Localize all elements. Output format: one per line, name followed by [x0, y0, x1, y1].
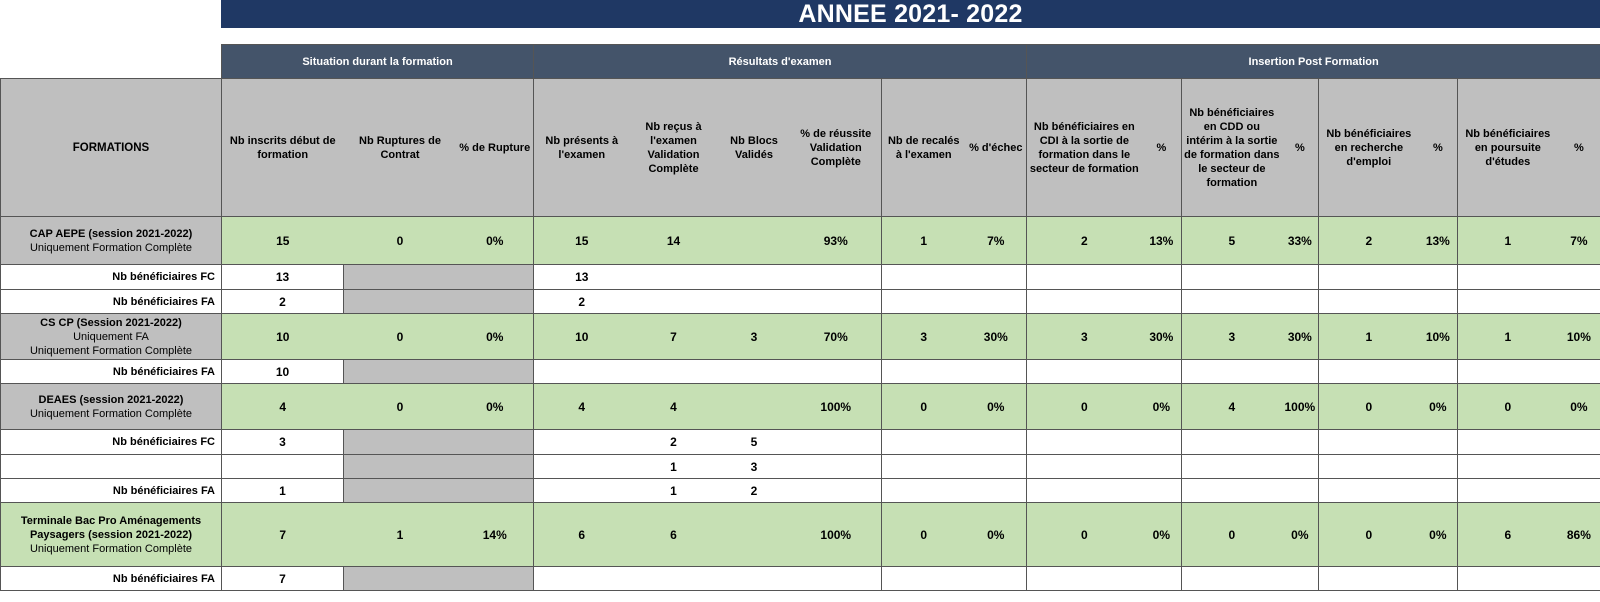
- cell-empty: [1182, 479, 1282, 503]
- cell-empty: [791, 479, 882, 503]
- cell-cdd: 4: [1182, 384, 1282, 430]
- cell-cdd: 0: [1182, 503, 1282, 567]
- cell-blocs: 5: [718, 430, 791, 455]
- cell-empty: [966, 430, 1027, 455]
- formation-name: [1, 384, 222, 430]
- table-row: [1, 265, 1600, 290]
- formation-subtitle: Uniquement Formation Complète: [29, 344, 193, 357]
- table-row: [1, 455, 1600, 479]
- cell-empty: [882, 430, 966, 455]
- cell-empty: [1319, 455, 1419, 479]
- cell-empty: [1558, 479, 1600, 503]
- cell-presents: 15: [534, 217, 630, 265]
- cell-empty: [222, 455, 344, 479]
- cell-etudes: 0: [1458, 384, 1558, 430]
- cell-pct-cdd: 30%: [1282, 314, 1319, 360]
- cell-empty: [1458, 479, 1558, 503]
- cell-empty: [534, 430, 630, 455]
- cell-pct-cdi: 30%: [1142, 314, 1182, 360]
- header-nb-inscrits: Nb inscrits début de formation: [222, 79, 344, 217]
- cell-empty: [1142, 567, 1182, 591]
- cell-empty: [1027, 290, 1142, 314]
- cell-empty: [1142, 290, 1182, 314]
- cell-empty: [1458, 430, 1558, 455]
- cell-empty: [1182, 567, 1282, 591]
- cell-empty: [882, 290, 966, 314]
- cell-blocs: 3: [718, 314, 791, 360]
- gray-fill: [344, 455, 534, 479]
- cell-pct-rupture: 0%: [457, 217, 534, 265]
- cell-empty: [1458, 455, 1558, 479]
- cell-etudes: 1: [1458, 217, 1558, 265]
- cell-empty: [1182, 265, 1282, 290]
- row-label: Nb bénéficiaires FC: [1, 265, 222, 290]
- cell-ruptures: 0: [344, 384, 457, 430]
- cell-cdi: 2: [1027, 217, 1142, 265]
- row-label: [1, 455, 222, 479]
- gray-fill: [344, 265, 534, 290]
- cell-empty: [1419, 360, 1458, 384]
- cell-pct-etudes: 10%: [1558, 314, 1600, 360]
- cell-recales: 0: [882, 384, 966, 430]
- page-title: ANNEE 2021- 2022: [221, 0, 1600, 28]
- cell-pct-recherche: 0%: [1419, 384, 1458, 430]
- header-pct-echec: % d'échec: [966, 79, 1027, 217]
- row-label: Nb bénéficiaires FA: [1, 360, 222, 384]
- cell-empty: [966, 567, 1027, 591]
- cell-empty: [1558, 265, 1600, 290]
- cell-pct-echec: 0%: [966, 384, 1027, 430]
- gray-fill: [344, 360, 534, 384]
- header-nb-ruptures: Nb Ruptures de Contrat: [344, 79, 457, 217]
- table-row: [1, 360, 1600, 384]
- cell-pct-etudes: 0%: [1558, 384, 1600, 430]
- cell-ruptures: 0: [344, 314, 457, 360]
- row-label: Nb bénéficiaires FA: [1, 479, 222, 503]
- cell-empty: [1458, 290, 1558, 314]
- gray-fill: [344, 430, 534, 455]
- cell-inscrits: 7: [222, 567, 344, 591]
- cell-inscrits: 3: [222, 430, 344, 455]
- table-row: [1, 479, 1600, 503]
- row-label: Nb bénéficiaires FC: [1, 430, 222, 455]
- cell-empty: [630, 290, 718, 314]
- cell-empty: [534, 479, 630, 503]
- cell-empty: [791, 430, 882, 455]
- cell-empty: [791, 265, 882, 290]
- cell-pct-rupture: 0%: [457, 384, 534, 430]
- cell-empty: [882, 455, 966, 479]
- section-header-row: [1, 45, 1600, 79]
- formation-subtitle: Uniquement FA: [73, 330, 149, 343]
- cell-empty: [1027, 430, 1142, 455]
- cell-empty: [1558, 290, 1600, 314]
- cell-recherche: 0: [1319, 384, 1419, 430]
- cell-empty: [966, 360, 1027, 384]
- cell-empty: [1142, 479, 1182, 503]
- cell-inscrits: 15: [222, 217, 344, 265]
- table-row: [1, 314, 1600, 360]
- cell-empty: [1027, 479, 1142, 503]
- cell-recus: 14: [630, 217, 718, 265]
- cell-blocs: 3: [718, 455, 791, 479]
- header-pct-rupture: % de Rupture: [457, 79, 534, 217]
- cell-pct-reussite: 100%: [791, 384, 882, 430]
- results-table: [0, 44, 1600, 591]
- table-row: [1, 384, 1600, 430]
- table-row: [1, 430, 1600, 455]
- cell-pct-cdi: 0%: [1142, 384, 1182, 430]
- cell-empty: [1419, 265, 1458, 290]
- cell-pct-cdd: 33%: [1282, 217, 1319, 265]
- cell-empty: [630, 567, 718, 591]
- cell-pct-cdi: 13%: [1142, 217, 1182, 265]
- cell-pct-cdd: 100%: [1282, 384, 1319, 430]
- cell-empty: [718, 290, 791, 314]
- cell-empty: [791, 567, 882, 591]
- formation-name: [1, 217, 222, 265]
- cell-empty: [1319, 479, 1419, 503]
- cell-empty: [1142, 360, 1182, 384]
- cell-empty: [966, 265, 1027, 290]
- cell-pct-cdd: 0%: [1282, 503, 1319, 567]
- cell-cdi: 0: [1027, 384, 1142, 430]
- cell-empty: [1419, 479, 1458, 503]
- cell-empty: [534, 360, 630, 384]
- header-nb-cdd: Nb bénéficiaires en CDD ou intérim à la sortie de formation dans le secteur de formation: [1182, 79, 1282, 217]
- cell-pct-rupture: 0%: [457, 314, 534, 360]
- blank-corner: [1, 45, 222, 79]
- gray-fill: [344, 479, 534, 503]
- cell-blocs: [718, 384, 791, 430]
- cell-empty: [882, 567, 966, 591]
- formation-title: CAP AEPE (session 2021-2022): [29, 227, 193, 240]
- row-label: Nb bénéficiaires FA: [1, 290, 222, 314]
- cell-inscrits: 10: [222, 314, 344, 360]
- table-row: [1, 503, 1600, 567]
- gray-fill: [344, 567, 534, 591]
- cell-recales: 3: [882, 314, 966, 360]
- cell-empty: [1027, 360, 1142, 384]
- cell-empty: [534, 567, 630, 591]
- table-row: [1, 217, 1600, 265]
- cell-empty: [1419, 455, 1458, 479]
- cell-blocs: [718, 217, 791, 265]
- cell-empty: [1282, 430, 1319, 455]
- cell-empty: [1419, 290, 1458, 314]
- cell-empty: [1282, 455, 1319, 479]
- cell-presents: 13: [534, 265, 630, 290]
- formation-title: Paysagers (session 2021-2022): [29, 528, 193, 541]
- cell-recales: 0: [882, 503, 966, 567]
- section-situation: Situation durant la formation: [222, 45, 534, 79]
- cell-recus: 4: [630, 384, 718, 430]
- cell-empty: [718, 567, 791, 591]
- cell-empty: [1182, 360, 1282, 384]
- cell-inscrits: 4: [222, 384, 344, 430]
- cell-ruptures: 1: [344, 503, 457, 567]
- cell-recales: 1: [882, 217, 966, 265]
- cell-empty: [1282, 360, 1319, 384]
- cell-recherche: 2: [1319, 217, 1419, 265]
- cell-empty: [1027, 567, 1142, 591]
- cell-inscrits: 13: [222, 265, 344, 290]
- cell-recus: 1: [630, 479, 718, 503]
- cell-inscrits: 10: [222, 360, 344, 384]
- section-resultats: Résultats d'examen: [534, 45, 1027, 79]
- header-nb-recherche: Nb bénéficiaires en recherche d'emploi: [1319, 79, 1419, 217]
- cell-empty: [1282, 479, 1319, 503]
- table-row: [1, 567, 1600, 591]
- cell-etudes: 6: [1458, 503, 1558, 567]
- formation-name: [1, 503, 222, 567]
- cell-empty: [1319, 567, 1419, 591]
- formation-subtitle: Uniquement Formation Complète: [29, 407, 193, 420]
- cell-empty: [882, 479, 966, 503]
- header-nb-recales: Nb de recalés à l'examen: [882, 79, 966, 217]
- cell-empty: [1182, 430, 1282, 455]
- cell-cdd: 5: [1182, 217, 1282, 265]
- cell-recus: 2: [630, 430, 718, 455]
- cell-empty: [630, 265, 718, 290]
- formation-name: [1, 314, 222, 360]
- cell-empty: [630, 360, 718, 384]
- cell-inscrits: 2: [222, 290, 344, 314]
- cell-empty: [1419, 430, 1458, 455]
- cell-presents: 4: [534, 384, 630, 430]
- cell-empty: [1458, 567, 1558, 591]
- header-nb-recus: Nb reçus à l'examen Validation Complète: [630, 79, 718, 217]
- cell-empty: [718, 360, 791, 384]
- header-pct-cdi: %: [1142, 79, 1182, 217]
- cell-inscrits: 7: [222, 503, 344, 567]
- cell-blocs: 2: [718, 479, 791, 503]
- cell-empty: [1142, 455, 1182, 479]
- cell-blocs: [718, 503, 791, 567]
- header-nb-cdi: Nb bénéficiaires en CDI à la sortie de formation dans le secteur de formation: [1027, 79, 1142, 217]
- cell-presents: 10: [534, 314, 630, 360]
- cell-empty: [1282, 290, 1319, 314]
- header-pct-reussite: % de réussite Validation Complète: [791, 79, 882, 217]
- header-nb-blocs: Nb Blocs Validés: [718, 79, 791, 217]
- cell-empty: [791, 360, 882, 384]
- cell-pct-recherche: 0%: [1419, 503, 1458, 567]
- formation-title: Terminale Bac Pro Aménagements: [20, 514, 202, 527]
- cell-empty: [1319, 290, 1419, 314]
- cell-cdi: 3: [1027, 314, 1142, 360]
- cell-empty: [1558, 360, 1600, 384]
- header-pct-etudes: %: [1558, 79, 1600, 217]
- cell-etudes: 1: [1458, 314, 1558, 360]
- cell-empty: [1319, 265, 1419, 290]
- cell-pct-reussite: 70%: [791, 314, 882, 360]
- header-pct-recherche: %: [1419, 79, 1458, 217]
- cell-presents: 2: [534, 290, 630, 314]
- formation-subtitle: Uniquement Formation Complète: [29, 241, 193, 254]
- formation-subtitle: Uniquement Formation Complète: [29, 542, 193, 555]
- cell-empty: [1558, 455, 1600, 479]
- cell-pct-recherche: 13%: [1419, 217, 1458, 265]
- cell-empty: [1558, 567, 1600, 591]
- header-pct-cdd: %: [1282, 79, 1319, 217]
- cell-empty: [791, 290, 882, 314]
- formation-title: CS CP (Session 2021-2022): [40, 316, 182, 329]
- cell-empty: [1458, 360, 1558, 384]
- cell-empty: [1419, 567, 1458, 591]
- cell-pct-etudes: 7%: [1558, 217, 1600, 265]
- cell-pct-echec: 7%: [966, 217, 1027, 265]
- cell-presents: 6: [534, 503, 630, 567]
- cell-inscrits: 1: [222, 479, 344, 503]
- row-label: Nb bénéficiaires FA: [1, 567, 222, 591]
- cell-empty: [966, 479, 1027, 503]
- cell-empty: [966, 290, 1027, 314]
- cell-pct-echec: 0%: [966, 503, 1027, 567]
- cell-empty: [791, 455, 882, 479]
- cell-empty: [882, 265, 966, 290]
- formation-title: DEAES (session 2021-2022): [38, 393, 184, 406]
- header-nb-presents: Nb présents à l'examen: [534, 79, 630, 217]
- cell-recus: 7: [630, 314, 718, 360]
- cell-empty: [534, 455, 630, 479]
- cell-pct-echec: 30%: [966, 314, 1027, 360]
- cell-pct-cdi: 0%: [1142, 503, 1182, 567]
- cell-ruptures: 0: [344, 217, 457, 265]
- cell-recherche: 1: [1319, 314, 1419, 360]
- cell-empty: [1182, 290, 1282, 314]
- cell-empty: [1027, 265, 1142, 290]
- cell-pct-reussite: 93%: [791, 217, 882, 265]
- cell-empty: [1458, 265, 1558, 290]
- column-header-row: [1, 79, 1600, 217]
- cell-empty: [1319, 360, 1419, 384]
- cell-recherche: 0: [1319, 503, 1419, 567]
- cell-pct-etudes: 86%: [1558, 503, 1600, 567]
- cell-empty: [1182, 455, 1282, 479]
- cell-empty: [882, 360, 966, 384]
- cell-recus: 6: [630, 503, 718, 567]
- cell-empty: [1282, 567, 1319, 591]
- cell-empty: [1558, 430, 1600, 455]
- cell-empty: [1027, 455, 1142, 479]
- gray-fill: [344, 290, 534, 314]
- header-formations: FORMATIONS: [1, 79, 222, 217]
- header-nb-etudes: Nb bénéficiaires en poursuite d'études: [1458, 79, 1558, 217]
- cell-empty: [1142, 265, 1182, 290]
- cell-empty: [1282, 265, 1319, 290]
- cell-pct-recherche: 10%: [1419, 314, 1458, 360]
- cell-pct-rupture: 14%: [457, 503, 534, 567]
- cell-recus: 1: [630, 455, 718, 479]
- section-insertion: Insertion Post Formation: [1027, 45, 1600, 79]
- cell-cdi: 0: [1027, 503, 1142, 567]
- cell-empty: [1142, 430, 1182, 455]
- cell-empty: [718, 265, 791, 290]
- cell-empty: [1319, 430, 1419, 455]
- cell-cdd: 3: [1182, 314, 1282, 360]
- cell-empty: [966, 455, 1027, 479]
- table-row: [1, 290, 1600, 314]
- cell-pct-reussite: 100%: [791, 503, 882, 567]
